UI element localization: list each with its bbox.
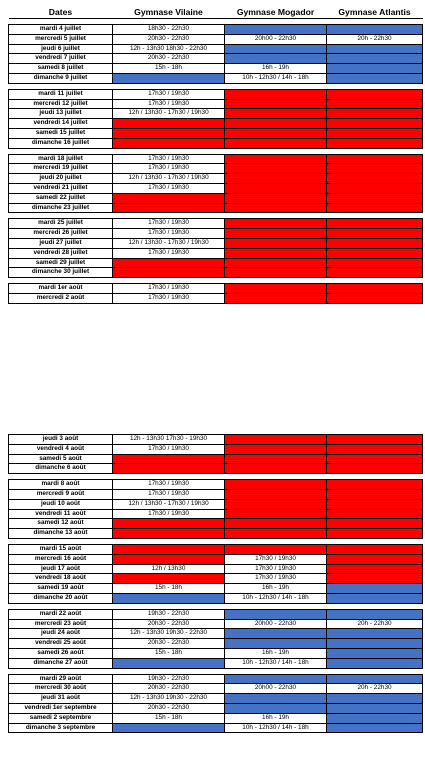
mogador-cell xyxy=(225,674,327,684)
date-cell: mardi 8 août xyxy=(9,480,113,490)
date-cell: mercredi 9 août xyxy=(9,489,113,499)
vilaine-cell: 17h30 / 19h30 xyxy=(113,229,225,239)
mogador-cell: 10h - 12h30 / 14h - 18h xyxy=(225,723,327,733)
mogador-cell xyxy=(225,154,327,164)
table-row xyxy=(9,703,423,713)
atlantis-cell xyxy=(327,64,423,74)
mogador-cell xyxy=(225,509,327,519)
atlantis-cell xyxy=(327,203,423,213)
mogador-cell xyxy=(225,44,327,54)
atlantis-cell xyxy=(327,44,423,54)
date-cell: mercredi 19 juillet xyxy=(9,164,113,174)
header-row xyxy=(9,6,423,19)
vilaine-cell xyxy=(113,519,225,529)
atlantis-cell xyxy=(327,658,423,668)
table-row xyxy=(9,619,423,629)
vilaine-cell: 12h - 13h30 19h30 - 22h30 xyxy=(113,694,225,704)
mogador-cell xyxy=(225,174,327,184)
table-row xyxy=(9,454,423,464)
schedule-sheet-july xyxy=(0,6,425,304)
date-cell: mardi 22 août xyxy=(9,609,113,619)
mogador-cell xyxy=(225,529,327,539)
vilaine-cell xyxy=(113,258,225,268)
mogador-cell xyxy=(225,99,327,109)
atlantis-cell xyxy=(327,109,423,119)
atlantis-cell xyxy=(327,183,423,193)
mogador-cell xyxy=(225,694,327,704)
table-row xyxy=(9,564,423,574)
atlantis-cell xyxy=(327,544,423,554)
date-cell: jeudi 31 août xyxy=(9,694,113,704)
table-row xyxy=(9,629,423,639)
atlantis-cell xyxy=(327,593,423,603)
atlantis-cell xyxy=(327,284,423,294)
mogador-cell xyxy=(225,119,327,129)
atlantis-cell xyxy=(327,554,423,564)
atlantis-cell: 20h - 22h30 xyxy=(327,684,423,694)
vilaine-cell xyxy=(113,454,225,464)
vilaine-cell: 17h30 / 19h30 xyxy=(113,164,225,174)
table-row xyxy=(9,219,423,229)
vilaine-cell xyxy=(113,268,225,278)
date-cell: samedi 2 septembre xyxy=(9,713,113,723)
table-row xyxy=(9,519,423,529)
date-cell: jeudi 24 août xyxy=(9,629,113,639)
table-row xyxy=(9,34,423,44)
table-row xyxy=(9,713,423,723)
atlantis-cell xyxy=(327,674,423,684)
vilaine-cell: 15h - 18h xyxy=(113,584,225,594)
table-row xyxy=(9,554,423,564)
table-row xyxy=(9,258,423,268)
atlantis-cell xyxy=(327,248,423,258)
date-cell: jeudi 17 août xyxy=(9,564,113,574)
vilaine-cell: 15h - 18h xyxy=(113,64,225,74)
mogador-cell xyxy=(225,193,327,203)
table-row xyxy=(9,54,423,64)
table-row xyxy=(9,109,423,119)
date-cell: dimanche 9 juillet xyxy=(9,73,113,83)
mogador-cell xyxy=(225,629,327,639)
atlantis-cell xyxy=(327,529,423,539)
atlantis-cell xyxy=(327,584,423,594)
date-cell: mardi 18 juillet xyxy=(9,154,113,164)
mogador-cell xyxy=(225,89,327,99)
date-cell: dimanche 13 août xyxy=(9,529,113,539)
vilaine-cell: 17h30 / 19h30 xyxy=(113,219,225,229)
mogador-cell xyxy=(225,703,327,713)
table-row xyxy=(9,229,423,239)
mogador-cell xyxy=(225,435,327,445)
table-row xyxy=(9,684,423,694)
table-row xyxy=(9,489,423,499)
schedule-sheet-august xyxy=(0,434,425,733)
date-cell: dimanche 30 juillet xyxy=(9,268,113,278)
table-row xyxy=(9,723,423,733)
table-row xyxy=(9,674,423,684)
vilaine-cell: 17h30 / 19h30 xyxy=(113,99,225,109)
date-cell: vendredi 21 juillet xyxy=(9,183,113,193)
atlantis-cell: 20h - 22h30 xyxy=(327,34,423,44)
mogador-cell xyxy=(225,639,327,649)
date-cell: mardi 15 août xyxy=(9,544,113,554)
mogador-cell xyxy=(225,25,327,35)
date-cell: samedi 29 juillet xyxy=(9,258,113,268)
vilaine-cell: 15h - 18h xyxy=(113,648,225,658)
vilaine-cell xyxy=(113,193,225,203)
date-cell: samedi 15 juillet xyxy=(9,128,113,138)
atlantis-cell xyxy=(327,89,423,99)
vilaine-cell xyxy=(113,203,225,213)
mogador-cell: 10h - 12h30 / 14h - 18h xyxy=(225,658,327,668)
date-cell: vendredi 1er septembre xyxy=(9,703,113,713)
mogador-cell: 16h - 19h xyxy=(225,713,327,723)
mogador-cell xyxy=(225,609,327,619)
date-cell: jeudi 10 août xyxy=(9,499,113,509)
vilaine-cell xyxy=(113,138,225,148)
atlantis-cell xyxy=(327,648,423,658)
mogador-cell: 17h30 / 19h30 xyxy=(225,574,327,584)
vilaine-cell: 20h30 - 22h30 xyxy=(113,639,225,649)
date-cell: mercredi 23 août xyxy=(9,619,113,629)
date-cell: mercredi 5 juillet xyxy=(9,34,113,44)
date-cell: mardi 11 juillet xyxy=(9,89,113,99)
vilaine-cell: 17h30 / 19h30 xyxy=(113,248,225,258)
mogador-cell xyxy=(225,258,327,268)
vilaine-cell: 17h30 / 19h30 xyxy=(113,509,225,519)
vilaine-cell xyxy=(113,73,225,83)
atlantis-cell xyxy=(327,519,423,529)
schedule-table-august xyxy=(8,434,423,733)
mogador-cell xyxy=(225,454,327,464)
atlantis-cell xyxy=(327,454,423,464)
vilaine-cell xyxy=(113,128,225,138)
atlantis-cell xyxy=(327,509,423,519)
mogador-cell xyxy=(225,219,327,229)
vilaine-cell xyxy=(113,593,225,603)
vilaine-cell: 19h30 - 22h30 xyxy=(113,674,225,684)
vilaine-cell: 17h30 / 19h30 xyxy=(113,183,225,193)
vilaine-cell xyxy=(113,658,225,668)
mogador-cell xyxy=(225,489,327,499)
mogador-cell: 16h - 19h xyxy=(225,64,327,74)
atlantis-cell xyxy=(327,489,423,499)
table-row xyxy=(9,444,423,454)
mogador-cell xyxy=(225,203,327,213)
date-cell: mercredi 16 août xyxy=(9,554,113,564)
atlantis-cell xyxy=(327,164,423,174)
table-row xyxy=(9,529,423,539)
atlantis-cell xyxy=(327,703,423,713)
table-row xyxy=(9,203,423,213)
vilaine-cell xyxy=(113,544,225,554)
date-cell: dimanche 27 août xyxy=(9,658,113,668)
mogador-cell xyxy=(225,268,327,278)
atlantis-cell xyxy=(327,499,423,509)
table-row xyxy=(9,238,423,248)
table-row xyxy=(9,44,423,54)
vilaine-cell: 18h30 - 22h30 xyxy=(113,25,225,35)
vilaine-cell: 20h30 - 22h30 xyxy=(113,54,225,64)
table-row xyxy=(9,248,423,258)
atlantis-cell xyxy=(327,154,423,164)
table-row xyxy=(9,609,423,619)
table-row xyxy=(9,174,423,184)
mogador-cell xyxy=(225,248,327,258)
table-row xyxy=(9,164,423,174)
table-row xyxy=(9,658,423,668)
vilaine-cell: 20h30 - 22h30 xyxy=(113,684,225,694)
table-row xyxy=(9,73,423,83)
table-row xyxy=(9,593,423,603)
mogador-cell: 16h - 19h xyxy=(225,584,327,594)
date-cell: dimanche 3 septembre xyxy=(9,723,113,733)
atlantis-cell xyxy=(327,464,423,474)
schedule-body-august xyxy=(9,435,423,733)
table-row xyxy=(9,138,423,148)
atlantis-cell xyxy=(327,444,423,454)
mogador-cell xyxy=(225,519,327,529)
atlantis-cell xyxy=(327,258,423,268)
header-dates: Dates xyxy=(9,6,113,19)
vilaine-cell xyxy=(113,464,225,474)
header-gymnase-mogador: Gymnase Mogador xyxy=(225,6,327,19)
vilaine-cell: 12h - 13h30 18h30 - 22h30 xyxy=(113,44,225,54)
mogador-cell xyxy=(225,293,327,303)
table-row xyxy=(9,544,423,554)
atlantis-cell xyxy=(327,609,423,619)
date-cell: mardi 1er août xyxy=(9,284,113,294)
atlantis-cell xyxy=(327,435,423,445)
table-row xyxy=(9,639,423,649)
vilaine-cell xyxy=(113,554,225,564)
table-row xyxy=(9,435,423,445)
mogador-cell xyxy=(225,229,327,239)
date-cell: mercredi 30 août xyxy=(9,684,113,694)
mogador-cell: 17h30 / 19h30 xyxy=(225,564,327,574)
mogador-cell xyxy=(225,238,327,248)
date-cell: mardi 25 juillet xyxy=(9,219,113,229)
vilaine-cell: 12h - 13h30 19h30 - 22h30 xyxy=(113,629,225,639)
date-cell: jeudi 3 août xyxy=(9,435,113,445)
mogador-cell xyxy=(225,464,327,474)
mogador-cell: 16h - 19h xyxy=(225,648,327,658)
date-cell: jeudi 13 juillet xyxy=(9,109,113,119)
table-row xyxy=(9,99,423,109)
atlantis-cell xyxy=(327,193,423,203)
vilaine-cell xyxy=(113,574,225,584)
vilaine-cell: 17h30 / 19h30 xyxy=(113,89,225,99)
date-cell: dimanche 16 juillet xyxy=(9,138,113,148)
table-row xyxy=(9,193,423,203)
table-row xyxy=(9,574,423,584)
schedule-body-july xyxy=(9,19,423,304)
mogador-cell xyxy=(225,164,327,174)
table-row xyxy=(9,284,423,294)
date-cell: mardi 4 juillet xyxy=(9,25,113,35)
vilaine-cell: 17h30 / 19h30 xyxy=(113,480,225,490)
table-row xyxy=(9,499,423,509)
vilaine-cell xyxy=(113,119,225,129)
table-row xyxy=(9,89,423,99)
date-cell: samedi 26 août xyxy=(9,648,113,658)
atlantis-cell xyxy=(327,54,423,64)
table-row xyxy=(9,183,423,193)
mogador-cell xyxy=(225,544,327,554)
vilaine-cell: 12h - 13h30 17h30 - 19h30 xyxy=(113,435,225,445)
date-cell: vendredi 7 juillet xyxy=(9,54,113,64)
table-row xyxy=(9,119,423,129)
mogador-cell: 20h00 - 22h30 xyxy=(225,619,327,629)
date-cell: jeudi 20 juillet xyxy=(9,174,113,184)
date-cell: samedi 8 juillet xyxy=(9,64,113,74)
atlantis-cell xyxy=(327,138,423,148)
mogador-cell: 20h00 - 22h30 xyxy=(225,684,327,694)
mogador-cell xyxy=(225,183,327,193)
mogador-cell xyxy=(225,54,327,64)
atlantis-cell xyxy=(327,639,423,649)
mogador-cell xyxy=(225,480,327,490)
date-cell: jeudi 27 juillet xyxy=(9,238,113,248)
atlantis-cell xyxy=(327,293,423,303)
date-cell: samedi 22 juillet xyxy=(9,193,113,203)
vilaine-cell xyxy=(113,529,225,539)
table-row xyxy=(9,154,423,164)
atlantis-cell xyxy=(327,128,423,138)
schedule-table-july xyxy=(8,6,423,304)
atlantis-cell xyxy=(327,99,423,109)
date-cell: vendredi 25 août xyxy=(9,639,113,649)
header-gymnase-vilaine: Gymnase Vilaine xyxy=(113,6,225,19)
date-cell: vendredi 4 août xyxy=(9,444,113,454)
date-cell: vendredi 18 août xyxy=(9,574,113,584)
vilaine-cell xyxy=(113,723,225,733)
date-cell: samedi 12 août xyxy=(9,519,113,529)
date-cell: dimanche 20 août xyxy=(9,593,113,603)
vilaine-cell: 19h30 - 22h30 xyxy=(113,609,225,619)
atlantis-cell xyxy=(327,174,423,184)
atlantis-cell xyxy=(327,238,423,248)
vilaine-cell: 12h / 13h30 xyxy=(113,564,225,574)
mogador-cell xyxy=(225,284,327,294)
mogador-cell xyxy=(225,109,327,119)
mogador-cell xyxy=(225,444,327,454)
mogador-cell: 20h00 - 22h30 xyxy=(225,34,327,44)
date-cell: samedi 19 août xyxy=(9,584,113,594)
atlantis-cell xyxy=(327,119,423,129)
vilaine-cell: 12h / 13h30 - 17h30 / 19h30 xyxy=(113,499,225,509)
vilaine-cell: 20h30 - 22h30 xyxy=(113,703,225,713)
vilaine-cell: 12h / 13h30 - 17h30 / 19h30 xyxy=(113,174,225,184)
table-row xyxy=(9,64,423,74)
atlantis-cell xyxy=(327,564,423,574)
mogador-cell: 17h30 / 19h30 xyxy=(225,554,327,564)
vilaine-cell: 12h / 13h30 - 17h30 / 19h30 xyxy=(113,109,225,119)
date-cell: mercredi 2 août xyxy=(9,293,113,303)
vilaine-cell: 20h30 - 22h30 xyxy=(113,619,225,629)
vilaine-cell: 12h / 13h30 - 17h30 / 19h30 xyxy=(113,238,225,248)
table-row xyxy=(9,268,423,278)
date-cell: mercredi 26 juillet xyxy=(9,229,113,239)
vilaine-cell: 17h30 / 19h30 xyxy=(113,444,225,454)
atlantis-cell xyxy=(327,574,423,584)
date-cell: vendredi 11 août xyxy=(9,509,113,519)
table-row xyxy=(9,464,423,474)
date-cell: jeudi 6 juillet xyxy=(9,44,113,54)
date-cell: dimanche 23 juillet xyxy=(9,203,113,213)
date-cell: mardi 29 août xyxy=(9,674,113,684)
mogador-cell xyxy=(225,138,327,148)
mogador-cell: 10h - 12h30 / 14h - 18h xyxy=(225,593,327,603)
date-cell: dimanche 6 août xyxy=(9,464,113,474)
atlantis-cell xyxy=(327,229,423,239)
atlantis-cell xyxy=(327,629,423,639)
date-cell: vendredi 14 juillet xyxy=(9,119,113,129)
atlantis-cell xyxy=(327,25,423,35)
atlantis-cell: 20h - 22h30 xyxy=(327,619,423,629)
atlantis-cell xyxy=(327,268,423,278)
table-row xyxy=(9,648,423,658)
mogador-cell xyxy=(225,128,327,138)
table-row xyxy=(9,293,423,303)
vilaine-cell: 17h30 / 19h30 xyxy=(113,293,225,303)
atlantis-cell xyxy=(327,73,423,83)
atlantis-cell xyxy=(327,480,423,490)
header-gymnase-atlantis: Gymnase Atlantis xyxy=(327,6,423,19)
table-row xyxy=(9,584,423,594)
table-row xyxy=(9,694,423,704)
vilaine-cell: 17h30 / 19h30 xyxy=(113,154,225,164)
table-row xyxy=(9,25,423,35)
mogador-cell xyxy=(225,499,327,509)
atlantis-cell xyxy=(327,219,423,229)
date-cell: mercredi 12 juillet xyxy=(9,99,113,109)
atlantis-cell xyxy=(327,694,423,704)
date-cell: vendredi 28 juillet xyxy=(9,248,113,258)
atlantis-cell xyxy=(327,723,423,733)
table-row xyxy=(9,509,423,519)
date-cell: samedi 5 août xyxy=(9,454,113,464)
vilaine-cell: 20h30 - 22h30 xyxy=(113,34,225,44)
table-row xyxy=(9,128,423,138)
table-row xyxy=(9,480,423,490)
vilaine-cell: 17h30 / 19h30 xyxy=(113,489,225,499)
mogador-cell: 10h - 12h30 / 14h - 18h xyxy=(225,73,327,83)
atlantis-cell xyxy=(327,713,423,723)
vilaine-cell: 15h - 18h xyxy=(113,713,225,723)
vilaine-cell: 17h30 / 19h30 xyxy=(113,284,225,294)
